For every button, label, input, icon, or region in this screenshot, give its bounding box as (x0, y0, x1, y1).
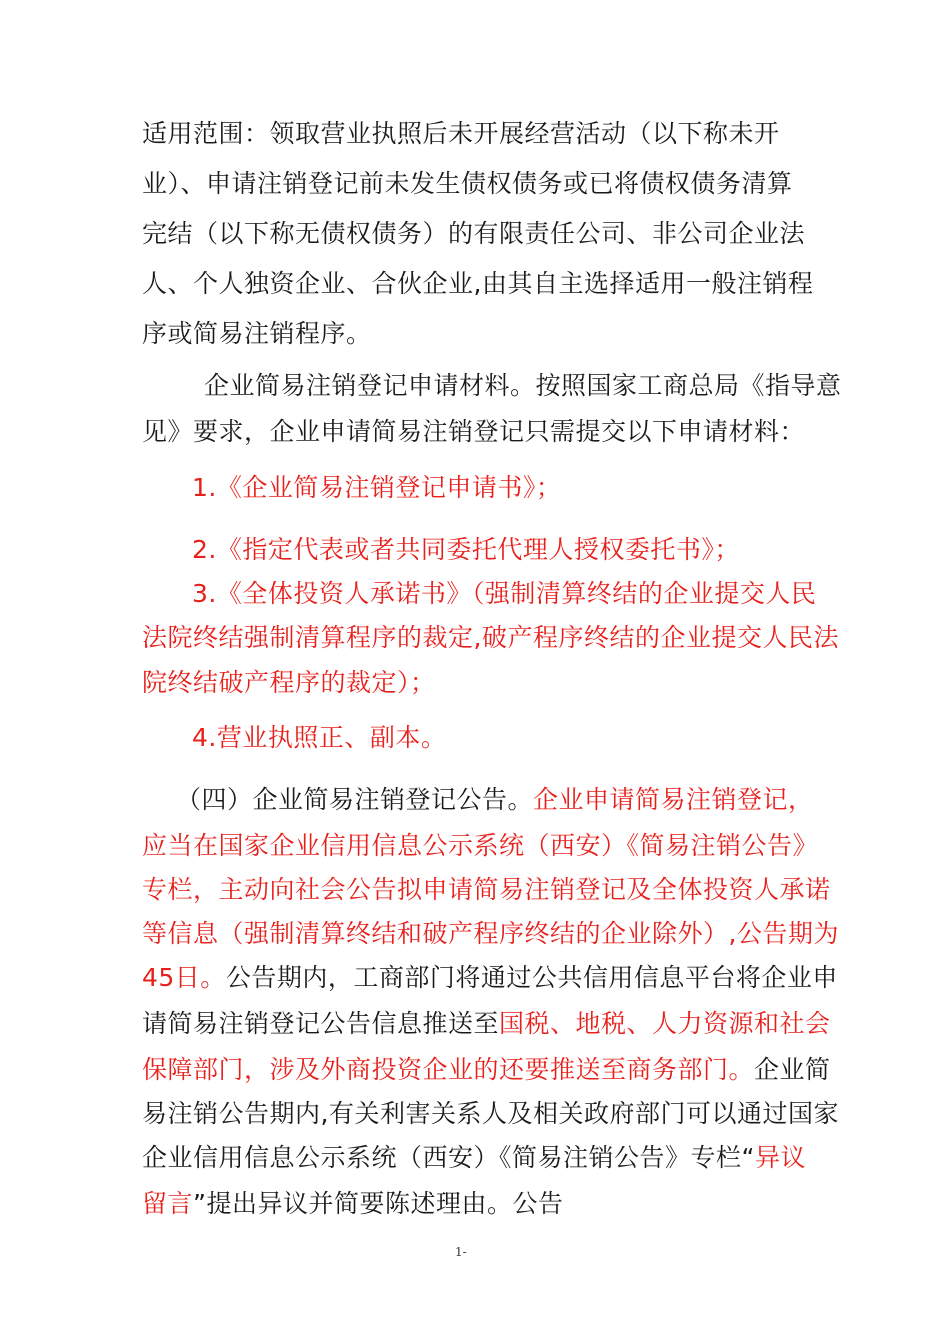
announcement-highlight: 企业申请简易注销登记， (533, 785, 814, 814)
announcement-text: 公告期内，工商部门将通过公共信用信息平台将企业申 (225, 963, 838, 992)
material-item-4: 4.营业执照正、副本。 (192, 723, 447, 752)
announcement-text: 请简易注销登记公告信息推送至 (142, 1009, 500, 1038)
announcement-line-3: 专栏，主动向社会公告拟申请简易注销登记及全体投资人承诺 (142, 875, 831, 904)
announcement-line-2: 应当在国家企业信用信息公示系统（西安）《简易注销公告》 (142, 831, 819, 860)
announcement-line-7 (142, 1052, 831, 1088)
announcement-line-5 (142, 960, 838, 996)
announcement-line-10 (142, 1186, 563, 1222)
page-number: 1- (455, 1245, 467, 1259)
material-item-3-line-2: 法院终结强制清算程序的裁定,破产程序终结的企业提交人民法 (142, 623, 839, 652)
scope-line-5: 序或简易注销程序。 (142, 319, 372, 348)
material-item-3-line-3: 院终结破产程序的裁定）； (142, 668, 436, 697)
materials-line-2: 见》要求，企业申请简易注销登记只需提交以下申请材料： (142, 417, 806, 446)
scope-line-2: 业）、申请注销登记前未发生债权债务或已将债权债务清算 (142, 169, 793, 198)
material-item-2: 2.《指定代表或者共同委托代理人授权委托书》； (192, 535, 740, 564)
announcement-highlight: 异议 (754, 1143, 806, 1172)
announcement-text: 企业信用信息公示系统（西安）《简易注销公告》专栏“ (142, 1143, 755, 1172)
announcement-highlight: 留言 (142, 1189, 194, 1218)
announcement-text: 企业简 (754, 1055, 831, 1084)
announcement-line-8: 易注销公告期内,有关利害关系人及相关政府部门可以通过国家 (142, 1099, 839, 1128)
announcement-line-6 (142, 1006, 831, 1042)
material-item-3-line-1: 3.《全体投资人承诺书》（强制清算终结的企业提交人民 (192, 579, 817, 608)
scope-line-4: 人、个人独资企业、合伙企业,由其自主选择适用一般注销程 (142, 269, 814, 298)
announcement-line-4: 等信息（强制清算终结和破产程序终结的企业除外）,公告期为 (142, 919, 839, 948)
material-item-1: 1.《企业简易注销登记申请书》； (192, 473, 562, 502)
announcement-line-1 (176, 782, 814, 818)
announcement-highlight: 国税、地税、人力资源和社会 (499, 1009, 831, 1038)
scope-line-1: 适用范围：领取营业执照后未开展经营活动（以下称未开 (142, 119, 780, 148)
announcement-highlight: 保障部门，涉及外商投资企业的还要推送至商务部门。 (142, 1055, 755, 1084)
announcement-line-9 (142, 1140, 806, 1176)
announcement-text: ”提出异议并简要陈述理由。公告 (193, 1189, 564, 1218)
scope-line-3: 完结（以下称无债权债务）的有限责任公司、非公司企业法 (142, 219, 806, 248)
announcement-period: 45日。 (142, 963, 226, 992)
announcement-heading: （四）企业简易注销登记公告。 (176, 785, 534, 814)
materials-line-1: 企业简易注销登记申请材料。按照国家工商总局《指导意 (204, 371, 842, 400)
